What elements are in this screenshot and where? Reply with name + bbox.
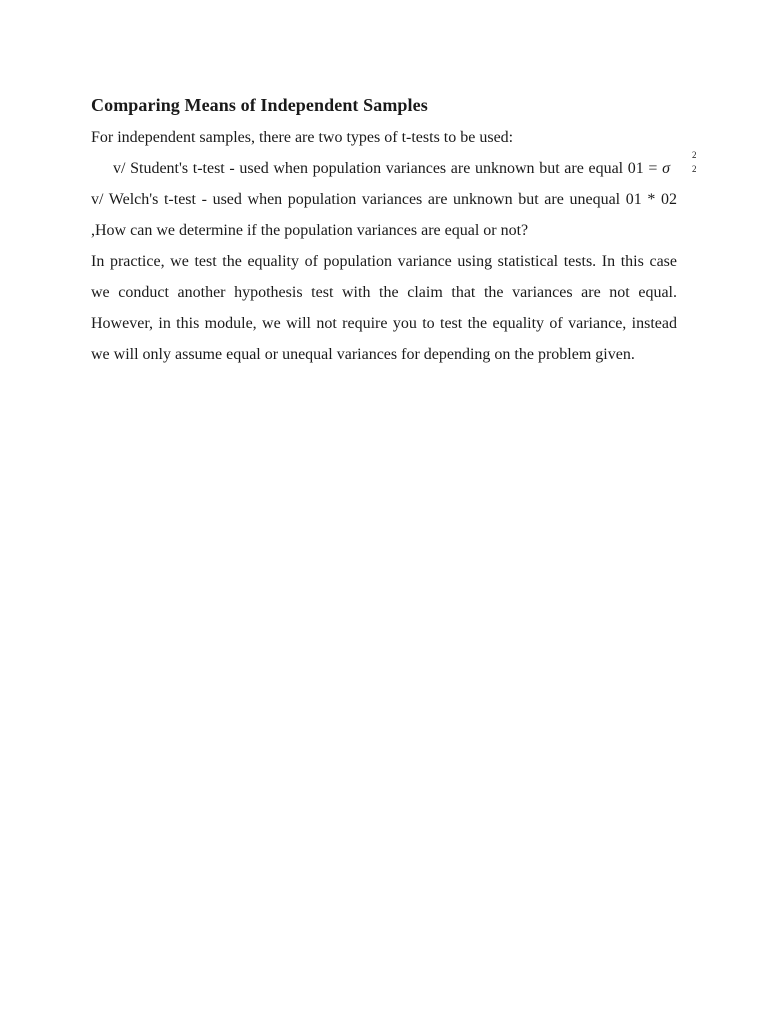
sigma-symbol: σ <box>662 160 670 177</box>
sigma-superscript: 2 <box>692 150 697 160</box>
t-test-types-paragraph <box>91 150 697 246</box>
sigma-subscript: 2 <box>692 164 697 174</box>
sigma-indices <box>670 150 697 174</box>
document-title: Comparing Means of Independent Samples <box>91 95 428 115</box>
variance-question-text: How can we determine if the population variances are equal or not? <box>95 222 529 239</box>
students-t-test-text: v/ Student's t-test - used when population variances are unknown but are equal 01 = <box>113 160 663 177</box>
welchs-t-test-text: v/ Welch's t-test - used when population variances are unknown but are unequal 01 * 02 , <box>91 191 677 239</box>
practice-paragraph: In practice, we test the equality of population variance using statistical tests. In this case we conduct another hypothesis test with the claim that the variances are not equal. However, in this module, we will not require you to test the equality of variance, instead we will only assume equal or unequal variances for depending on the problem given. <box>91 253 677 363</box>
intro-paragraph: For independent samples, there are two types of t-tests to be used: <box>91 129 514 146</box>
document-page <box>91 92 697 370</box>
